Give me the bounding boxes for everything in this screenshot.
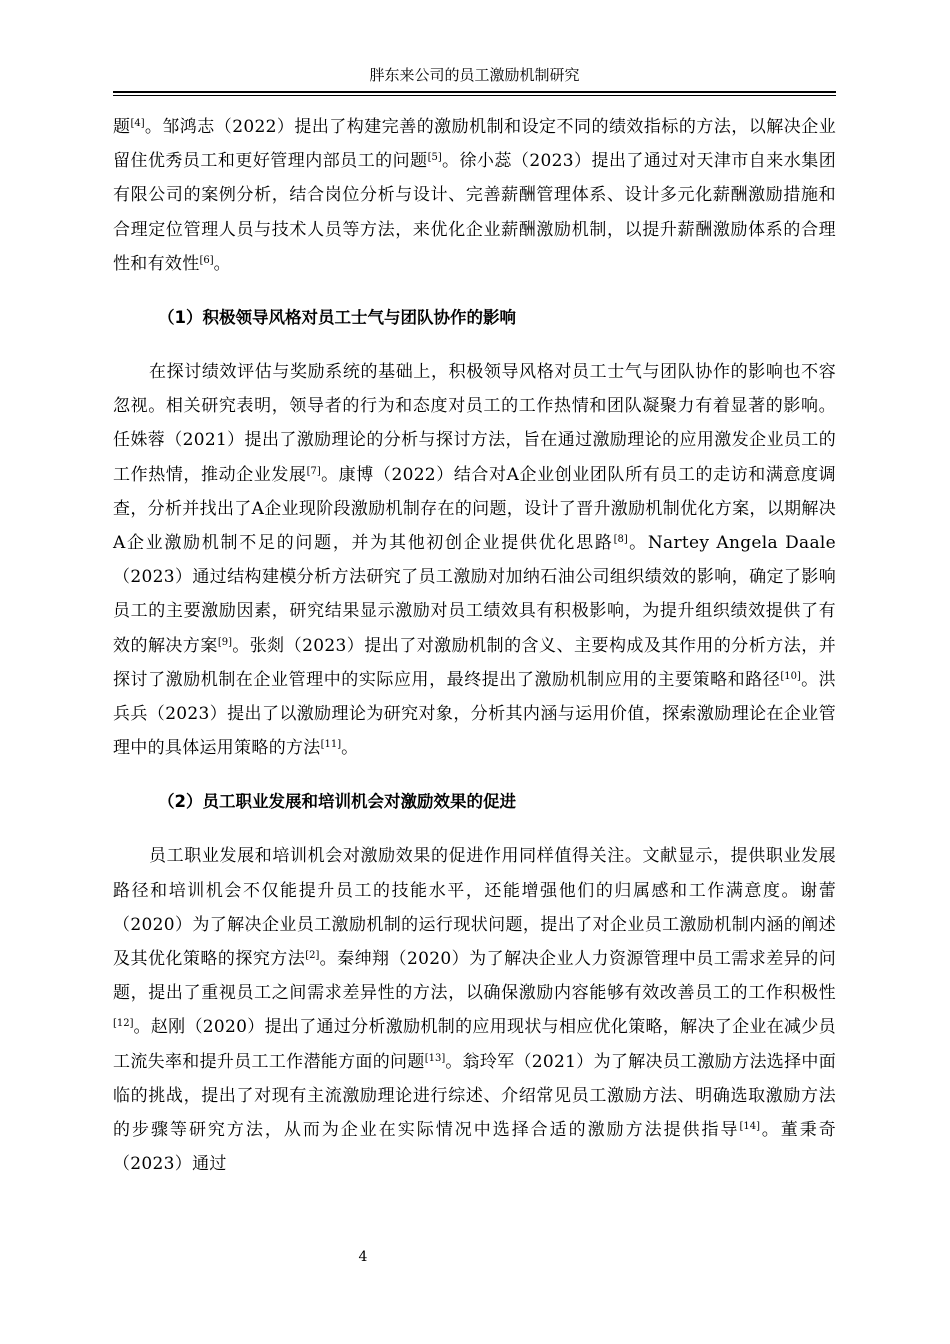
citation-ref: [8] [613, 534, 628, 546]
citation-ref: [10] [780, 670, 801, 682]
text-run: 。翁玲军（2021）为了解决员工激励方法选择中面临的挑战，提出了对现有主流激励理论进行综述、介绍常见员工激励方法、明确选取激励方法的步骤等研究方法，从而为企业在实际情况中选择合适的激励方法提供指导 [113, 1051, 837, 1141]
citation-ref: [12] [113, 1018, 134, 1030]
document-body [113, 110, 836, 1181]
citation-ref: [9] [217, 636, 233, 648]
text-run: 。 [341, 738, 359, 759]
text-run: 。张剡（2023）提出了对激励机制的含义、主要构成及其作用的分析方法，并探讨了激励机制在企业管理中的实际应用，最终提出了激励机制应用的主要策略和路径 [113, 635, 836, 690]
header-rule-thick [113, 91, 836, 93]
text-run: 。徐小蕊（2023）提出了通过对天津市自来水集团有限公司的案例分析，结合岗位分析与设计、完善薪酬管理体系、设计多元化薪酬激励措施和合理定位管理人员与技术人员等方法，来优化企业薪酬激励机制，以提升薪酬激励体系的合理性和有效性 [113, 151, 836, 274]
text-run: 。邹鸿志（2022）提出了构建完善的激励机制和设定不同的绩效指标的方法，以解决企业留住优秀员工和更好管理内部员工的问题 [113, 117, 836, 172]
section-heading-1: （1）积极领导风格对员工士气与团队协作的影响 [158, 308, 516, 328]
citation-ref: [13] [424, 1052, 446, 1064]
body-paragraph-career-training [113, 839, 836, 1181]
text-run: 。Nartey Angela Daale（2023）通过结构建模分析方法研究了员工激励对加纳石油公司组织绩效的影响，确定了影响员工的主要激励因素，研究结果显示激励对员工绩效具有积极影响，为提升组织绩效提供了有效的解决方案 [113, 533, 836, 656]
citation-ref: [6] [199, 254, 214, 266]
citation-ref: [11] [320, 739, 342, 751]
text-run: 题 [113, 117, 131, 137]
citation-ref: [7] [306, 465, 321, 477]
citation-ref: [4] [130, 118, 145, 129]
citation-ref: [14] [739, 1121, 761, 1133]
text-run: 。康博（2022）结合对A企业创业团队所有员工的走访和满意度调查，分析并找出了A企业现阶段激励机制存在的问题，设计了晋升激励机制优化方案，以期解决A企业激励机制不足的问题，并为其他初创企业提供优化思路 [113, 464, 836, 554]
running-header: 胖东来公司的员工激励机制研究 [369, 66, 580, 84]
section-heading-2: （2）员工职业发展和培训机会对激励效果的促进 [158, 792, 516, 812]
body-paragraph-continued [113, 110, 836, 281]
text-run: 。赵刚（2020）提出了通过分析激励机制的应用现状与相应优化策略，解决了企业在减少员工流失率和提升员工工作潜能方面的问题 [113, 1017, 836, 1072]
text-run: 。 [213, 253, 231, 274]
citation-ref: [2] [305, 950, 320, 962]
body-paragraph-leadership [113, 355, 836, 765]
text-run: 员工职业发展和培训机会对激励效果的促进作用同样值得关注。文献显示，提供职业发展路径和培训机会不仅能提升员工的技能水平，还能增强他们的归属感和工作满意度。谢蕾（2020）为了解决企业员工激励机制的运行现状问题，提出了对企业员工激励机制内涵的阐述及其优化策略的探究方法 [113, 846, 836, 970]
header-rule-thin [113, 95, 836, 96]
citation-ref: [5] [427, 152, 442, 164]
text-run: 在探讨绩效评估与奖励系统的基础上，积极领导风格对员工士气与团队协作的影响也不容忽视。相关研究表明，领导者的行为和态度对员工的工作热情和团队凝聚力有着显著的影响。任姝蓉（2021）提出了激励理论的分析与探讨方法，旨在通过激励理论的应用激发企业员工的工作热情，推动企业发展 [113, 362, 836, 485]
text-run: 。秦绅翔（2020）为了解决企业人力资源管理中员工需求差异的问题，提出了重视员工之间需求差异性的方法，以确保激励内容能够有效改善员工的工作积极性 [113, 949, 836, 1004]
text-run: 。董秉奇（2023）通过 [113, 1120, 836, 1175]
page-number: 4 [358, 1249, 368, 1265]
text-run: 。洪兵兵（2023）提出了以激励理论为研究对象，分析其内涵与运用价值，探索激励理论在企业管理中的具体运用策略的方法 [113, 669, 836, 759]
